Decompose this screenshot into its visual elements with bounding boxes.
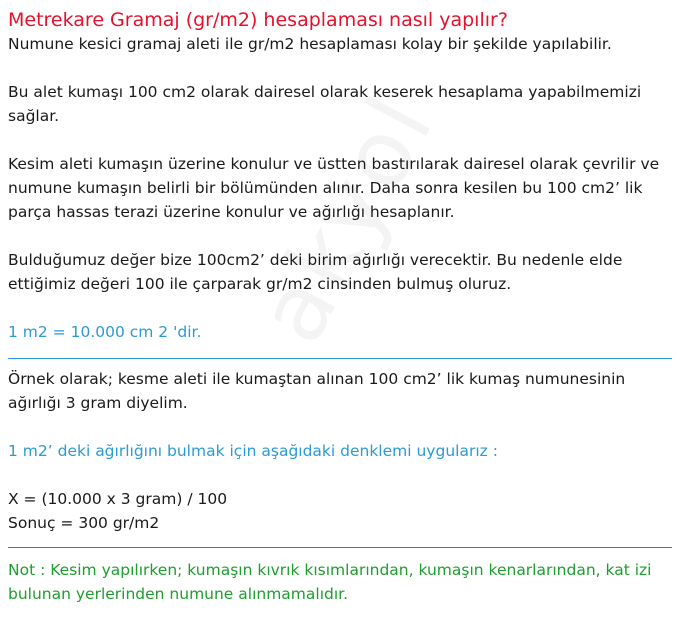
divider-blue — [8, 358, 672, 359]
paragraph-line: ettiğimiz değeri 100 ile çarparak gr/m2 cinsinden bulmuş oluruz. — [8, 275, 512, 293]
result: Sonuç = 300 gr/m2 — [8, 514, 160, 532]
paragraph-line: Bu alet kumaşı 100 cm2 olarak dairesel olarak keserek hesaplama yapabilmemizi — [8, 83, 642, 101]
example-line: Örnek olarak; kesme aleti ile kumaştan alınan 100 cm2’ lik kumaş numunesinin — [8, 370, 626, 388]
page-title: Metrekare Gramaj (gr/m2) hesaplaması nasıl yapılır? — [8, 9, 508, 31]
divider-green — [8, 547, 672, 548]
paragraph-line: sağlar. — [8, 107, 60, 125]
formula-intro: 1 m2’ deki ağırlığını bulmak için aşağıdaki denklemi uygularız : — [8, 442, 498, 460]
paragraph-line: parça hassas terazi üzerine konulur ve ağırlığı hesaplanır. — [8, 203, 455, 221]
equation: X = (10.000 x 3 gram) / 100 — [8, 490, 228, 508]
paragraph-line: numune kumaşın belirli bir bölümünden alınır. Daha sonra kesilen bu 100 cm2’ lik — [8, 179, 643, 197]
paragraph-line: Kesim aleti kumaşın üzerine konulur ve üstten bastırılarak dairesel olarak çevrilir ve — [8, 155, 660, 173]
example-line: ağırlığı 3 gram diyelim. — [8, 394, 188, 412]
paragraph-line: Bulduğumuz değer bize 100cm2’ deki birim ağırlığı verecektir. Bu nedenle elde — [8, 251, 623, 269]
conversion-note: 1 m2 = 10.000 cm 2 'dir. — [8, 323, 202, 341]
document — [8, 8, 692, 606]
note-line: bulunan yerlerinden numune alınmamalıdır. — [8, 585, 349, 603]
intro-text: Numune kesici gramaj aleti ile gr/m2 hesaplaması kolay bir şekilde yapılabilir. — [8, 35, 612, 53]
note-line: Not : Kesim yapılırken; kumaşın kıvrık kısımlarından, kumaşın kenarlarından, kat izi — [8, 561, 652, 579]
